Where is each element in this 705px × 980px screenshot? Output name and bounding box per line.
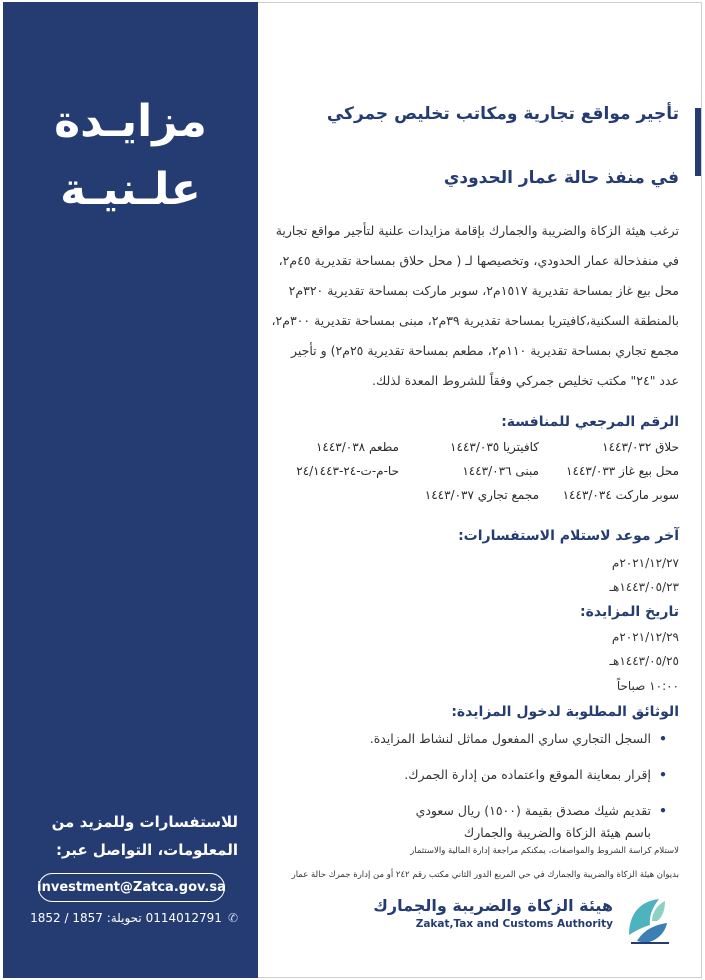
logo-english-name: Zakat,Tax and Customs Authority — [415, 918, 613, 930]
sidebar-title-line2: علـنيـة — [60, 164, 201, 215]
reference-cell: حا-م-ت-٢٤-٢٤/١٤٤٣ — [296, 464, 399, 478]
reference-cell: حلاق ١٤٤٣/٠٣٢ — [602, 440, 679, 454]
accent-bar — [695, 108, 701, 176]
reference-cell: كافيتريا ١٤٤٣/٠٣٥ — [450, 440, 539, 454]
reference-row — [259, 488, 679, 512]
reference-row — [259, 464, 679, 488]
phone-text: 0114012791 تحويلة: 1857 / 1852 — [30, 911, 222, 925]
intro-line: ترغب هيئة الزكاة والضريبة والجمارك بإقامة مزايدات علنية لتأجير مواقع تجارية — [275, 223, 679, 238]
page-subtitle: في منفذ حالة عمار الحدودي — [443, 168, 679, 188]
list-item: • السجل التجاري ساري المفعول مماثل لنشاط المزايدة. — [259, 728, 679, 750]
reference-cell: مجمع تجاري ١٤٤٣/٠٣٧ — [424, 488, 539, 502]
documents-heading: الوثائق المطلوبة لدخول المزايدة: — [451, 704, 679, 720]
phone-number[interactable] — [30, 911, 238, 925]
bullet-icon: • — [659, 731, 667, 746]
sidebar-title-line1: مزايـدة — [54, 96, 207, 147]
intro-line: عدد "٢٤" مكتب تخليص جمركي وفقاً للشروط المعدة لذلك. — [371, 373, 679, 388]
inquiries-heading: آخر موعد لاستلام الاستفسارات: — [458, 528, 679, 544]
phone-icon: ✆ — [227, 911, 238, 925]
sidebar — [3, 2, 258, 978]
list-item: • إقرار بمعاينة الموقع واعتماده من إدارة الجمرك. — [259, 764, 679, 786]
reference-cell: سوبر ماركت ١٤٤٣/٠٣٤ — [562, 488, 679, 502]
reference-table — [259, 440, 679, 512]
contact-line-2: المعلومات، التواصل عبر: — [56, 841, 238, 859]
reference-cell — [259, 488, 399, 512]
documents-list — [259, 728, 679, 858]
reference-cell: محل بيع غاز ١٤٤٣/٠٣٣ — [566, 464, 679, 478]
intro-paragraph — [263, 216, 679, 396]
page-title: تأجير مواقع تجارية ومكاتب تخليص جمركي — [326, 104, 679, 124]
inquiries-gregorian-date: ٢٠٢١/١٢/٢٧م — [611, 556, 679, 570]
footer-note-line2: بديوان هيئة الزكاة والضريبة والجمارك في حي المربع الدور الثاني مكتب رقم ٢٤٢ أو من إدارة جمرك حالة عمار — [291, 870, 679, 880]
contact-line-1: للاستفسارات وللمزيد من — [51, 813, 238, 831]
reference-row — [259, 440, 679, 464]
zatca-logo-icon — [619, 891, 677, 949]
reference-cell: مطعم ١٤٤٣/٠٣٨ — [315, 440, 399, 454]
reference-cell: مبنى ١٤٤٣/٠٣٦ — [462, 464, 539, 478]
auction-date-heading: تاريخ المزايدة: — [580, 604, 679, 620]
reference-heading: الرقم المرجعي للمنافسة: — [501, 414, 679, 430]
intro-line: بالمنطقة السكنية،كافيتريا بمساحة تقديرية ٣٩م٢، مبنى بمساحة تقديرية ٣٠٠م٢، — [271, 313, 679, 328]
logo-arabic-name: هيئة الزكاة والضريبة والجمارك — [373, 896, 613, 915]
auction-gregorian-date: ٢٠٢١/١٢/٢٩م — [611, 630, 679, 644]
footer-note-line1: لاستلام كراسة الشروط والمواصفات، يمكنكم مراجعة إدارة المالية والاستثمار — [410, 846, 679, 856]
auction-hijri-date: ١٤٤٣/٠٥/٢٥هـ — [609, 654, 679, 668]
email-link[interactable]: investment@Zatca.gov.sa — [38, 873, 225, 902]
bullet-icon: • — [659, 803, 667, 818]
intro-line: مجمع تجاري بمساحة تقديرية ١١٠م٢، مطعم بمساحة تقديرية ٢٥م٢) و تأجير — [290, 343, 679, 358]
contact-text — [33, 808, 238, 864]
list-item: • تقديم شيك مصدق بقيمة (١٥٠٠) ريال سعودي باسم هيئة الزكاة والضريبة والجمارك — [389, 800, 679, 844]
intro-line: في منفذحالة عمار الحدودي، وتخصيصها لـ ( محل حلاق بمساحة تقديرية ٤٥م٢، — [278, 253, 679, 268]
bullet-icon: • — [659, 767, 667, 782]
inquiries-hijri-date: ١٤٤٣/٠٥/٢٣هـ — [609, 580, 679, 594]
auction-time: ١٠:٠٠ صباحاً — [616, 679, 679, 693]
intro-line: محل بيع غاز بمساحة تقديرية ١٥١٧م٢، سوبر ماركت بمساحة تقديرية ٣٢٠م٢ — [288, 283, 679, 298]
